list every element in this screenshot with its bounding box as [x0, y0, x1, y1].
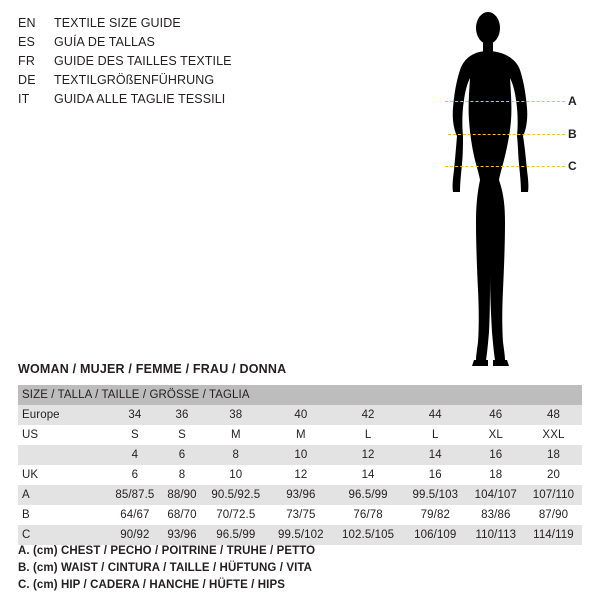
cell: S [108, 425, 162, 445]
cell: 8 [202, 445, 269, 465]
cell: 79/82 [404, 505, 467, 525]
cell: 99.5/102 [269, 525, 332, 545]
cell: 83/86 [467, 505, 525, 525]
language-title: GUÍA DE TALLAS [54, 35, 155, 49]
cell: XXL [525, 425, 582, 445]
cell: 96.5/99 [202, 525, 269, 545]
cell: 20 [525, 465, 582, 485]
language-row [18, 35, 328, 54]
cell: 106/109 [404, 525, 467, 545]
table-row [18, 425, 582, 445]
row-label: B [18, 505, 108, 525]
cell: 16 [467, 445, 525, 465]
cell: 38 [202, 405, 269, 425]
cell: 18 [525, 445, 582, 465]
cell: 14 [332, 465, 404, 485]
cell: 90/92 [108, 525, 162, 545]
cell: 36 [162, 405, 202, 425]
cell: XL [467, 425, 525, 445]
cell: M [269, 425, 332, 445]
cell: 99.5/103 [404, 485, 467, 505]
cell: 70/72.5 [202, 505, 269, 525]
cell: 93/96 [269, 485, 332, 505]
cell: 90.5/92.5 [202, 485, 269, 505]
row-label: Europe [18, 405, 108, 425]
cell: 12 [332, 445, 404, 465]
language-title: TEXTILE SIZE GUIDE [54, 16, 181, 30]
row-label: US [18, 425, 108, 445]
measure-label-a: A [568, 94, 577, 108]
table-row [18, 525, 582, 545]
cell: L [332, 425, 404, 445]
cell: 110/113 [467, 525, 525, 545]
cell: 34 [108, 405, 162, 425]
measure-label-b: B [568, 127, 577, 141]
cell: 93/96 [162, 525, 202, 545]
measure-line-c [445, 166, 565, 167]
cell: 10 [202, 465, 269, 485]
table-row [18, 465, 582, 485]
row-label: A [18, 485, 108, 505]
cell: 107/110 [525, 485, 582, 505]
cell: 48 [525, 405, 582, 425]
measure-label-c: C [568, 159, 577, 173]
table-row [18, 485, 582, 505]
cell: 4 [108, 445, 162, 465]
table-row [18, 505, 582, 525]
cell: 42 [332, 405, 404, 425]
table-row [18, 405, 582, 425]
note-chest: A. (cm) CHEST / PECHO / POITRINE / TRUHE / PETTO [18, 545, 316, 557]
measure-line-b [448, 134, 565, 135]
row-label [18, 445, 108, 465]
section-title-woman: WOMAN / MUJER / FEMME / FRAU / DONNA [18, 362, 287, 376]
cell: 16 [404, 465, 467, 485]
measurement-notes [18, 543, 578, 594]
cell: 44 [404, 405, 467, 425]
cell: 96.5/99 [332, 485, 404, 505]
cell: 104/107 [467, 485, 525, 505]
language-title: TEXTILGRÖßENFÜHRUNG [54, 73, 215, 87]
note-waist: B. (cm) WAIST / CINTURA / TAILLE / HÜFTUNG / VITA [18, 562, 313, 574]
table-header-row [18, 385, 582, 405]
language-code: IT [18, 92, 30, 106]
row-label: C [18, 525, 108, 545]
female-body-figure [400, 8, 590, 368]
cell: 73/75 [269, 505, 332, 525]
table-row [18, 445, 582, 465]
language-header-list [18, 16, 328, 111]
cell: 10 [269, 445, 332, 465]
language-row [18, 73, 328, 92]
cell: 87/90 [525, 505, 582, 525]
language-title: GUIDA ALLE TAGLIE TESSILI [54, 92, 226, 106]
language-code: EN [18, 16, 36, 30]
cell: 114/119 [525, 525, 582, 545]
language-row [18, 16, 328, 35]
note-hip: C. (cm) HIP / CADERA / HANCHE / HÜFTE / HIPS [18, 579, 286, 591]
language-code: DE [18, 73, 36, 87]
language-row [18, 54, 328, 73]
language-code: ES [18, 35, 36, 49]
measure-line-a [445, 101, 565, 102]
cell: L [404, 425, 467, 445]
cell: M [202, 425, 269, 445]
row-label: UK [18, 465, 108, 485]
cell: 18 [467, 465, 525, 485]
cell: 12 [269, 465, 332, 485]
language-row [18, 92, 328, 111]
body-silhouette-icon [400, 8, 590, 368]
cell: 85/87.5 [108, 485, 162, 505]
cell: 68/70 [162, 505, 202, 525]
cell: 40 [269, 405, 332, 425]
cell: 102.5/105 [332, 525, 404, 545]
cell: 14 [404, 445, 467, 465]
cell: 6 [162, 445, 202, 465]
cell: 76/78 [332, 505, 404, 525]
cell: S [162, 425, 202, 445]
language-code: FR [18, 54, 36, 68]
size-table [18, 385, 582, 545]
cell: 6 [108, 465, 162, 485]
language-title: GUIDE DES TAILLES TEXTILE [54, 54, 232, 68]
cell: 8 [162, 465, 202, 485]
table-header-label: SIZE / TALLA / TAILLE / GRÖSSE / TAGLIA [18, 385, 582, 405]
cell: 46 [467, 405, 525, 425]
cell: 88/90 [162, 485, 202, 505]
cell: 64/67 [108, 505, 162, 525]
